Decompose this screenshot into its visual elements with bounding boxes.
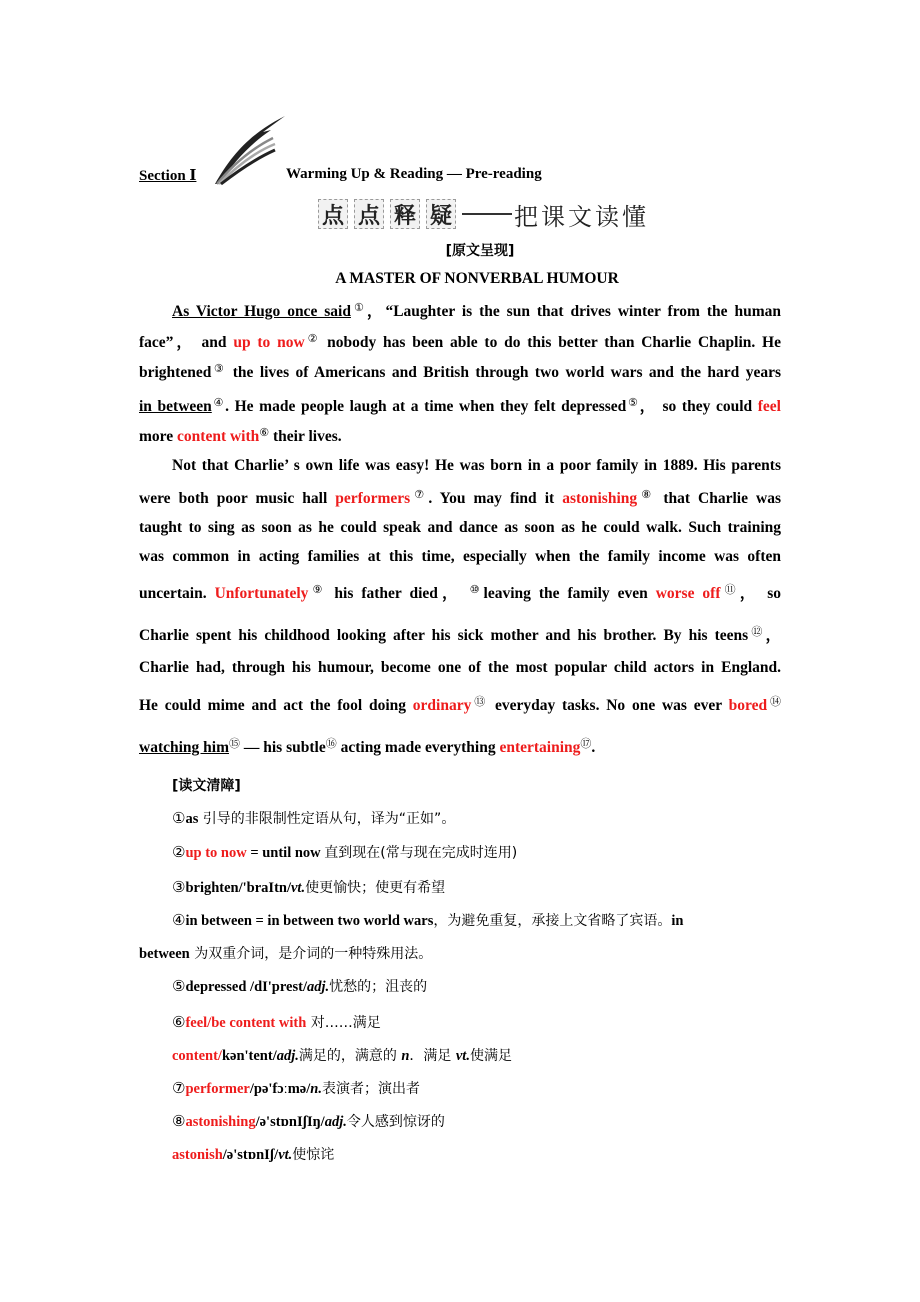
text-run: ，“Laughter is the sun that drives winter from the human (366, 303, 781, 320)
note-number: ③ (172, 878, 186, 896)
text-run: brightened (139, 364, 212, 381)
footnote-marker: ⑤ (626, 396, 640, 409)
text-run: ， so (739, 585, 782, 602)
text-run: uncertain. (139, 585, 215, 602)
text-run: /ə'stɒnIʃ/ (222, 1147, 279, 1163)
text-line (139, 426, 781, 446)
text-run: brighten/'braItn/ (185, 880, 291, 896)
chinese-gloss: 引导的非限制性定语从句，译为“正如”。 (198, 811, 456, 827)
text-run: acting made everything (336, 739, 500, 756)
banner-char: 释 (390, 199, 420, 229)
note-number: ⑧ (172, 1112, 186, 1130)
footnote-marker: ② (304, 332, 321, 345)
underlined-phrase: in between (139, 398, 212, 415)
highlighted-phrase: bored (728, 697, 768, 714)
text-run: in between = in between two world wars (185, 913, 434, 929)
chinese-gloss: 对……满足 (306, 1015, 381, 1031)
text-run: as (185, 811, 199, 827)
text-run: nobody has been able to do this better than Charlie Chaplin. He (320, 334, 781, 351)
text-line (139, 330, 781, 352)
text-run: /ə'stɒnIʃIŋ/ (255, 1114, 325, 1130)
text-line (172, 299, 781, 321)
footnote-marker: ⑥ (259, 426, 270, 439)
footnote-marker: ⑮ (229, 737, 240, 750)
text-line (139, 548, 781, 566)
part-of-speech: adj. (324, 1114, 347, 1130)
highlighted-phrase: astonishing (185, 1114, 256, 1130)
note-item (139, 943, 432, 963)
text-line (139, 623, 781, 645)
note-item (172, 1045, 512, 1065)
text-line (139, 659, 781, 677)
chinese-gloss: 直到现在(常与现在完成时连用) (324, 845, 518, 861)
section-label: Section Ⅰ (139, 168, 197, 184)
footnote-marker: ③ (211, 362, 227, 375)
text-line (139, 394, 781, 416)
article-title: A MASTER OF NONVERBAL HUMOUR (335, 270, 619, 287)
text-run: his father died， (326, 585, 470, 602)
text-run: — his subtle (240, 739, 326, 756)
note-number: ⑦ (172, 1079, 186, 1097)
text-run: was common in acting families at this time, especially when the family income was often (139, 548, 781, 565)
text-run: taught to sing as soon as he could speak and dance as soon as he could walk. Such training (139, 519, 781, 536)
footnote-marker: ⑪ (720, 583, 740, 596)
section-heading: [原文呈现] (445, 243, 515, 259)
highlighted-phrase: astonish (172, 1147, 223, 1163)
chinese-gloss: 满足的，满意的 (298, 1048, 402, 1064)
underlined-phrase: watching him (139, 739, 229, 756)
note-number: ⑤ (172, 977, 186, 995)
highlighted-phrase: worse off (655, 585, 721, 602)
note-item (172, 1111, 445, 1131)
text-run: ， (765, 627, 782, 644)
text-run: the lives of Americans and British through two world wars and the hard years (226, 364, 781, 381)
section-title: Warming Up & Reading — Pre-reading (286, 166, 542, 182)
highlighted-phrase: Unfortunately (214, 585, 309, 602)
highlighted-phrase: content/ (172, 1048, 222, 1064)
highlighted-phrase: content with (177, 428, 260, 445)
part-of-speech: vt. (455, 1048, 470, 1064)
chinese-gloss: ．满足 (409, 1048, 456, 1064)
part-of-speech: adj. (306, 979, 330, 995)
text-line (139, 488, 781, 508)
chinese-gloss: 忧愁的；沮丧的 (329, 979, 428, 995)
text-run: that Charlie was (655, 490, 781, 507)
text-run: = until now (246, 845, 325, 861)
text-run: ， so they could (639, 398, 758, 415)
banner-heading (318, 197, 649, 231)
footnote-marker: ⑭ (767, 695, 782, 708)
chinese-gloss: 令人感到惊讶的 (346, 1114, 445, 1130)
footnote-marker: ⑫ (748, 625, 766, 638)
note-number: ② (172, 843, 186, 861)
text-run: everyday tasks. No one was ever (488, 697, 729, 714)
note-item (172, 877, 445, 897)
chinese-gloss: 使更愉快；使更有希望 (305, 880, 446, 896)
footnote-marker: ④ (211, 396, 226, 409)
part-of-speech: vt. (291, 880, 306, 896)
highlighted-phrase: astonishing (562, 490, 638, 507)
chinese-gloss: 表演者；演出者 (321, 1081, 420, 1097)
text-run: Charlie spent his childhood looking after his sick mother and his brother. By his teens (139, 627, 749, 644)
swoosh-logo-icon (213, 112, 287, 186)
highlighted-phrase: feel/be content with (185, 1015, 307, 1031)
text-run: /pə'fɔːmə/ (249, 1081, 311, 1097)
highlighted-phrase: ordinary (412, 697, 472, 714)
text-run: in (671, 913, 684, 929)
chinese-gloss: ，为避免重复，承接上文省略了宾语。 (433, 913, 672, 929)
note-item (172, 808, 455, 828)
text-line (139, 362, 781, 382)
part-of-speech: vt. (278, 1147, 293, 1163)
part-of-speech: n (401, 1048, 410, 1064)
text-line (139, 693, 781, 715)
footnote-marker: ⑨ (308, 583, 327, 596)
note-item (172, 976, 427, 996)
footnote-marker: ⑩ (469, 583, 484, 596)
text-run: Not that Charlie’ s own life was easy! He was born in a poor family in 1889. His parents (172, 457, 781, 474)
note-number: ④ (172, 911, 186, 929)
text-line (139, 581, 781, 603)
text-run: more (139, 428, 178, 445)
banner-char: 疑 (426, 199, 456, 229)
banner-subtitle: 把课文读懂 (514, 202, 649, 231)
text-line (139, 735, 781, 757)
note-item (172, 910, 683, 930)
text-run: . (591, 739, 596, 756)
note-item (172, 1078, 420, 1098)
footnote-marker: ① (350, 301, 367, 314)
note-number: ⑥ (172, 1013, 186, 1031)
highlighted-phrase: up to now (233, 334, 305, 351)
banner-char: 点 (354, 199, 384, 229)
text-run: leaving the family even (483, 585, 656, 602)
text-run: depressed /dI'prest/ (185, 979, 307, 995)
footnote-marker: ⑬ (471, 695, 489, 708)
footnote-marker: ⑦ (410, 488, 429, 501)
text-run: He could mime and act the fool doing (139, 697, 413, 714)
part-of-speech: n. (310, 1081, 322, 1097)
highlighted-phrase: entertaining (499, 739, 581, 756)
note-item (172, 1012, 381, 1032)
note-item (172, 842, 517, 862)
highlighted-phrase: up to now (185, 845, 247, 861)
note-item (172, 1144, 334, 1164)
text-run: Charlie had, through his humour, become one of the most popular child actors in England. (139, 659, 781, 676)
text-run: . You may find it (428, 490, 563, 507)
footnote-marker: ⑰ (580, 737, 592, 750)
text-run: kən'tent/ (221, 1048, 277, 1064)
text-run: between (139, 946, 190, 962)
chinese-gloss: 使满足 (469, 1048, 512, 1064)
text-run: were both poor music hall (139, 490, 336, 507)
underlined-phrase: As Victor Hugo once said (172, 303, 351, 320)
text-run: . He made people laugh at a time when they felt depressed (225, 398, 627, 415)
highlighted-phrase: feel (757, 398, 781, 415)
footnote-marker: ⑯ (325, 737, 337, 750)
part-of-speech: adj. (276, 1048, 299, 1064)
highlighted-phrase: performers (335, 490, 411, 507)
chinese-gloss: 为双重介词，是介词的一种特殊用法。 (189, 946, 433, 962)
text-line (139, 519, 781, 537)
banner-char: 点 (318, 199, 348, 229)
note-number: ① (172, 809, 186, 827)
banner-dash (462, 213, 512, 215)
text-run: face”， and (139, 334, 234, 351)
text-run: their lives. (269, 428, 342, 445)
text-line (172, 457, 781, 475)
footnote-marker: ⑧ (637, 488, 656, 501)
highlighted-phrase: performer (185, 1081, 250, 1097)
chinese-gloss: 使惊诧 (292, 1147, 335, 1163)
notes-heading: [读文清障] (172, 778, 241, 794)
